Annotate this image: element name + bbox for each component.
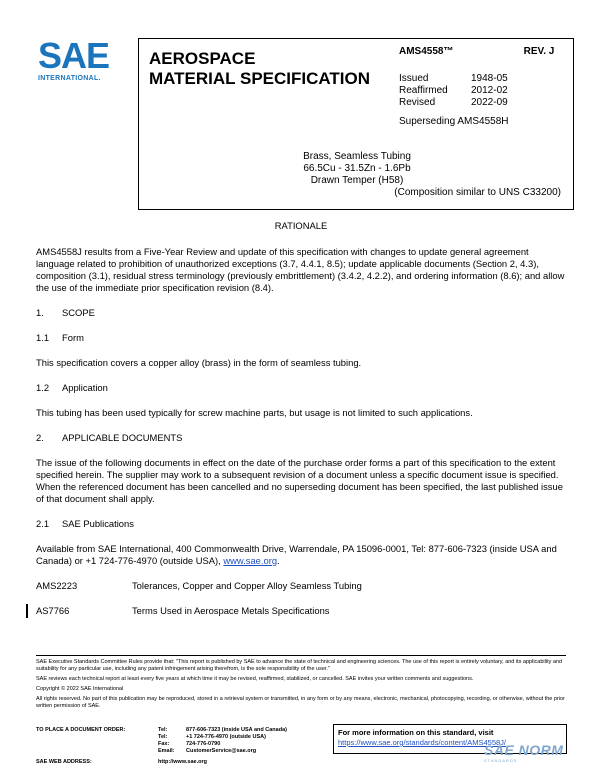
reference-doc-code: AS7766 <box>36 605 70 616</box>
revision: REV. J <box>523 46 555 57</box>
contact-row <box>36 734 336 741</box>
footer-rights: All rights reserved. No part of this publication may be reproduced, stored in a retrieval system or transmitted, in any form or by any means, electronic, mechanical, photocopying, recording, or otherwise, without the prior written permission of SAE. <box>36 696 565 709</box>
title-cell <box>139 39 391 140</box>
reaffirmed-value: 2012-02 <box>471 85 508 96</box>
web-label: SAE WEB ADDRESS: <box>36 759 92 765</box>
section-title: Form <box>62 332 84 343</box>
section-number: 1. <box>36 307 44 318</box>
logo-brand: SAE <box>38 35 110 76</box>
section-number: 2.1 <box>36 518 50 529</box>
info-heading: For more information on this standard, visit <box>338 728 494 737</box>
section-1-2-text: This tubing has been used typically for screw machine parts, but usage is not limited to such applications. <box>36 407 473 418</box>
footer-review: SAE reviews each technical report at least every five years at which time it may be revised, reaffirmed, stabilized, or cancelled. SAE invites your written comments and suggestions. <box>36 676 474 682</box>
section-2-1-body: Available from SAE International, 400 Commonwealth Drive, Warrendale, PA 15096-0001, Tel: 877-606-7323 (inside USA and Canada) or +1 724-776-4970 (outside USA), <box>36 543 557 566</box>
section-number: 1.1 <box>36 332 50 343</box>
footer-rules: SAE Executive Standards Committee Rules provide that: "This report is published by SAE to advance the state of technical and engineering sciences. The use of this report is entirely voluntary, and its applicability and suitability for any particular use, including any patent infringement arising therefrom, is the sole responsibility of the user." <box>36 659 563 672</box>
section-title: SAE Publications <box>62 518 134 529</box>
reference-doc-row <box>36 580 566 592</box>
section-2-text: The issue of the following documents in effect on the date of the purchase order forms a part of this specification to the extent specified herein. The supplier may work to a subsequent revision of a document unless a specific document issue is specified. When the referenced document has been cancelled and no superseding document has been specified, the last published issue of that document shall apply. <box>36 457 563 504</box>
revised-row <box>399 97 567 109</box>
watermark-sub: STANDARDS <box>484 758 518 763</box>
change-bar <box>26 604 28 618</box>
subject-line-3: Drawn Temper (H58) <box>310 175 404 186</box>
section-2-1-heading <box>36 518 566 530</box>
web-value[interactable]: http://www.sae.org <box>158 759 207 765</box>
doc-number: AMS4558™ <box>399 46 454 57</box>
order-label: TO PLACE A DOCUMENT ORDER: <box>36 727 126 733</box>
tel2-label: Tel: <box>158 734 168 740</box>
contact-row <box>36 727 336 734</box>
rationale-text: AMS4558J results from a Five-Year Review and update of this specification with changes to update general agreement language related to prohibition of unauthorized exceptions (3.7, 4.4.1, 8.5); update applicable documents (Section 2, 4.3), composition (3.1), residual stress terminology (previously embrittlement) (3.4.2, 4.2.2), and ordering information (8.6); and allow the use of the immediate prior specification revision (8.4). <box>36 246 565 293</box>
title-line-1: AEROSPACE <box>149 49 256 68</box>
header-table <box>138 38 574 210</box>
revised-label: Revised <box>399 97 436 108</box>
reaffirmed-row <box>399 85 567 97</box>
logo-subtitle: INTERNATIONAL. <box>38 75 101 82</box>
reference-doc-row <box>36 605 566 617</box>
section-1-2-heading <box>36 382 566 394</box>
section-2-1-text <box>36 543 566 567</box>
section-1-heading <box>36 307 566 319</box>
dates-cell <box>391 67 575 140</box>
web-address-row <box>36 759 207 765</box>
footer-notice <box>36 659 566 713</box>
section-title: SCOPE <box>62 307 95 318</box>
contact-row <box>36 748 336 755</box>
section-title: APPLICABLE DOCUMENTS <box>62 432 183 443</box>
sae-logo <box>38 35 122 86</box>
issued-label: Issued <box>399 73 429 84</box>
title-line-2: MATERIAL SPECIFICATION <box>149 69 370 88</box>
section-number: 1.2 <box>36 382 50 393</box>
issued-value: 1948-05 <box>471 73 508 84</box>
reaffirmed-label: Reaffirmed <box>399 85 448 96</box>
contact-row <box>36 741 336 748</box>
subject-line-1: Brass, Seamless Tubing <box>303 151 411 162</box>
subject-line-4: (Composition similar to UNS C33200) <box>394 187 561 198</box>
issued-row <box>399 73 567 85</box>
fax-label: Fax: <box>158 741 170 747</box>
tel-value: 877-606-7323 (inside USA and Canada) <box>186 727 287 733</box>
watermark-text: SAE NORM <box>484 742 564 758</box>
watermark-logo <box>484 742 594 772</box>
revised-value: 2022-09 <box>471 97 508 108</box>
subject-cell <box>139 140 575 211</box>
footer-copyright: Copyright © 2022 SAE International <box>36 686 124 692</box>
footer-divider <box>36 655 566 656</box>
reference-doc-code: AMS2223 <box>36 580 78 591</box>
sae-website-link[interactable]: www.sae.org <box>223 555 278 566</box>
superseding: Superseding AMS4558H <box>399 116 509 127</box>
email-label: Email: <box>158 748 175 754</box>
section-2-heading <box>36 432 566 444</box>
order-contact <box>36 727 336 755</box>
section-1-1-heading <box>36 332 566 344</box>
reference-doc-title: Terms Used in Aerospace Metals Specifications <box>132 605 330 616</box>
document-body <box>36 220 566 630</box>
standard-link[interactable]: https://www.sae.org/standards/content/AMS4558J/ <box>338 738 507 747</box>
section-title: Application <box>62 382 108 393</box>
section-number: 2. <box>36 432 44 443</box>
subject-line-2: 66.5Cu - 31.5Zn - 1.6Pb <box>303 163 411 174</box>
tel2-value: +1 724-776-4970 (outside USA) <box>186 734 266 740</box>
section-1-1-text: This specification covers a copper alloy (brass) in the form of seamless tubing. <box>36 357 362 368</box>
rationale-heading: RATIONALE <box>274 220 328 231</box>
section-2-1-end: . <box>277 555 280 566</box>
fax-value: 724-776-0790 <box>186 741 221 747</box>
reference-doc-title: Tolerances, Copper and Copper Alloy Seamless Tubing <box>132 580 362 591</box>
email-value[interactable]: CustomerService@sae.org <box>186 748 257 754</box>
tel-label: Tel: <box>158 727 168 733</box>
